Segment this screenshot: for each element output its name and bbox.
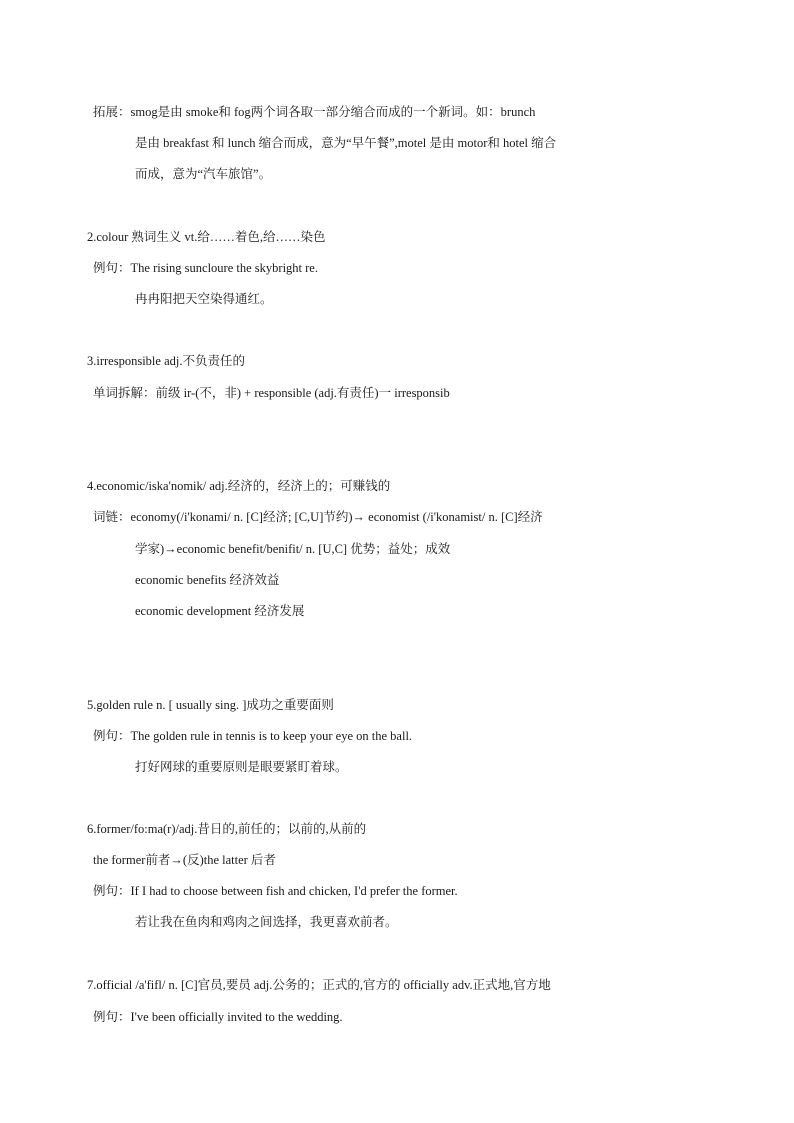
extension-line-3: 而成，意为“汽车旅馆”。 (135, 167, 272, 181)
example-line (93, 883, 458, 899)
example-label: 例句： (93, 261, 131, 275)
example-line (93, 728, 412, 744)
chain-label: 词链： (93, 510, 131, 524)
example-label: 例句： (93, 1010, 131, 1024)
example-chinese: 冉冉阳把天空染得通红。 (135, 292, 273, 306)
example-english: The golden rule in tennis is to keep your eye on the ball. (130, 729, 413, 743)
chain-line-1 (93, 509, 543, 525)
example-english: If I had to choose between fish and chicken, I'd prefer the former. (130, 884, 458, 898)
entry-headword: 7.official /a'fifl/ n. [C]官员,要员 adj.公务的；正式的,官方的 officially adv.正式地,官方地 (87, 978, 551, 992)
extension-line-1 (93, 104, 535, 120)
breakdown-text: 前级 ir-(不，非) + responsible (adj.有责任)一 irresponsib (155, 386, 450, 400)
example-chinese: 打好网球的重要原则是眼要紧盯着球。 (135, 760, 348, 774)
entry-headword: 4.economic/iska'nomik/ adj.经济的，经济上的；可赚钱的 (87, 479, 391, 493)
example-chinese: 若让我在鱼肉和鸡肉之间选择，我更喜欢前者。 (135, 915, 398, 929)
entry-headword: 6.former/fo:ma(r)/adj.昔日的,前任的；以前的,从前的 (87, 822, 367, 836)
extension-line-2: 是由 breakfast 和 lunch 缩合而成，意为“早午餐”,motel 是由 motor和 hotel 缩合 (135, 136, 557, 150)
example-line (93, 1009, 343, 1025)
entry-headword: 3.irresponsible adj.不负责任的 (87, 354, 245, 368)
chain-line-2: 学家)→economic benefit/benifit/ n. [U,C] 优势；益处；成效 (135, 542, 451, 556)
chain-line-4: economic development 经济发展 (135, 604, 305, 618)
entry-headword: 5.golden rule n. [ usually sing. ]成功之重要面则 (87, 698, 334, 712)
breakdown-line (93, 385, 450, 401)
chain-text: economy(/i'konami/ n. [C]经济; [C,U]节约)→ economist (/i'konamist/ n. [C]经济 (130, 510, 543, 524)
example-english: The rising suncloure the skybright re. (130, 261, 318, 275)
chain-line-3: economic benefits 经济效益 (135, 573, 280, 587)
example-label: 例句： (93, 884, 131, 898)
example-english: I've been officially invited to the wedding. (130, 1010, 343, 1024)
antonym-pair: the former前者→(反)the latter 后者 (93, 853, 276, 867)
breakdown-label: 单词拆解： (93, 386, 156, 400)
entry-headword: 2.colour 熟词生义 vt.给……着色,给……染色 (87, 230, 326, 244)
example-line (93, 260, 318, 276)
extension-text: smog是由 smoke和 fog两个词各取一部分缩合而成的一个新词。如：brunch (130, 105, 536, 119)
example-label: 例句： (93, 729, 131, 743)
extension-label: 拓展： (93, 105, 131, 119)
